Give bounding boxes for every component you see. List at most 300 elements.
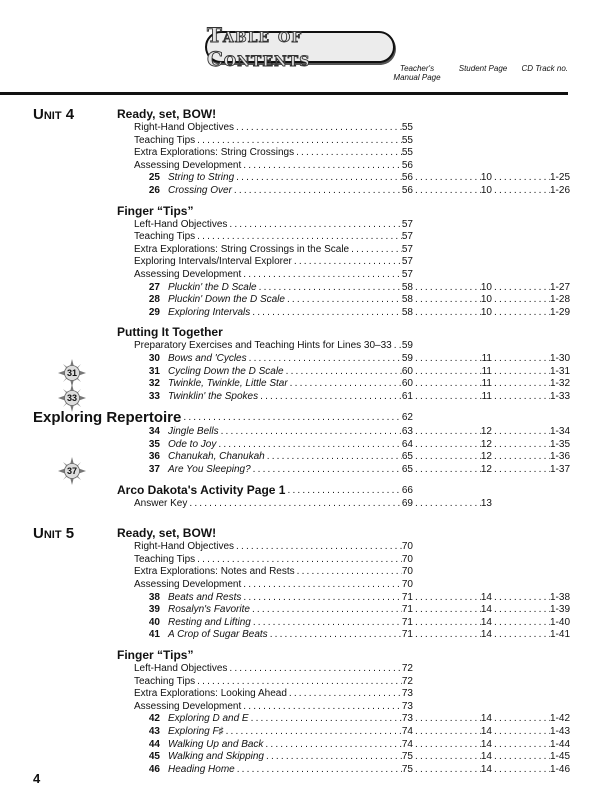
dot-leader [492, 378, 550, 391]
dot-leader [413, 282, 481, 295]
entry-main [134, 244, 413, 257]
cd-track: 1-28 [549, 294, 570, 306]
entry-main [168, 592, 413, 605]
teacher-page: 57 [401, 218, 413, 230]
toc-entry[interactable] [0, 676, 600, 689]
cd-track: 1-42 [549, 713, 570, 725]
section-title[interactable]: Arco Dakota's Activity Page 1 [117, 482, 286, 497]
dot-leader [195, 135, 402, 148]
dot-leader [224, 726, 402, 739]
song-entry[interactable] [0, 764, 600, 777]
teacher-page: 60 [401, 378, 413, 390]
dot-leader [265, 451, 402, 464]
toc-entry[interactable] [0, 541, 600, 554]
line-number: 32 [148, 378, 160, 390]
student-page-cell [413, 739, 492, 752]
entry-main [168, 172, 413, 185]
cd-track-cell [492, 366, 570, 379]
entry-main [168, 282, 413, 295]
toc-entry[interactable] [0, 688, 600, 701]
dot-leader [492, 366, 550, 379]
teacher-page: 70 [401, 579, 413, 591]
student-page-cell [413, 307, 492, 320]
entry-title[interactable]: Are You Sleeping? [168, 464, 251, 476]
section-title[interactable]: Exploring Repertoire [33, 409, 182, 427]
student-page-cell [413, 751, 492, 764]
entry-main [134, 566, 413, 579]
dot-leader [413, 378, 482, 391]
line-number: 35 [148, 438, 160, 450]
toc-entry[interactable] [0, 219, 600, 232]
line-number: 44 [148, 738, 160, 750]
cd-track: 1-33 [549, 390, 570, 402]
entry-title[interactable]: Beats and Rests [168, 591, 242, 603]
cd-track: 1-40 [549, 616, 570, 628]
student-page-cell [413, 391, 492, 404]
cd-track-cell [492, 307, 570, 320]
entry-main [134, 688, 413, 701]
dot-leader [241, 160, 402, 173]
teacher-page: 57 [401, 243, 413, 255]
entry-title[interactable]: Exploring Intervals [168, 306, 251, 318]
student-page-cell [413, 604, 492, 617]
dot-leader [492, 617, 550, 630]
dot-leader [413, 739, 481, 752]
dot-leader [234, 122, 402, 135]
line-number: 43 [148, 725, 160, 737]
star-badge-icon [58, 384, 86, 412]
toc-entry[interactable] [0, 663, 600, 676]
entry-main [168, 426, 413, 439]
teacher-page: 55 [401, 122, 413, 133]
teacher-page: 73 [401, 713, 413, 725]
entry-main [168, 713, 413, 726]
cd-track-cell [492, 713, 570, 726]
line-number: 38 [148, 591, 160, 603]
dot-leader [492, 751, 550, 764]
entry-title[interactable]: A Crop of Sugar Beats [168, 629, 268, 641]
entry-main [134, 579, 413, 592]
line-number: 27 [148, 281, 160, 293]
song-entry[interactable] [0, 451, 600, 464]
dot-leader [241, 592, 402, 605]
dot-leader [492, 451, 550, 464]
entry-title[interactable]: Walking and Skipping [168, 751, 264, 763]
line-number: 30 [148, 352, 160, 364]
student-page: 14 [480, 751, 492, 763]
entry-main [168, 391, 413, 404]
teacher-page: 65 [401, 464, 413, 476]
toc-entry[interactable] [0, 122, 600, 135]
teacher-page: 58 [401, 294, 413, 306]
cd-track-cell [492, 185, 570, 198]
teacher-page: 64 [401, 438, 413, 450]
toc-entry[interactable] [0, 160, 600, 173]
dot-leader [413, 294, 481, 307]
entry-title[interactable]: Assessing Development [134, 700, 242, 712]
entry-main [134, 663, 413, 676]
cd-track-cell [492, 294, 570, 307]
entry-title[interactable]: Exploring F♯ [168, 725, 224, 737]
toc-entry[interactable] [0, 135, 600, 148]
dot-leader [234, 541, 402, 554]
cd-track: 1-36 [549, 451, 570, 463]
dot-leader [492, 629, 550, 642]
teacher-page: 72 [401, 675, 413, 687]
dot-leader [349, 244, 402, 257]
teacher-page: 65 [401, 451, 413, 463]
cd-track: 1-35 [549, 438, 570, 450]
entry-title[interactable]: Twinklin' the Spokes [168, 390, 259, 402]
teacher-page: 70 [401, 553, 413, 565]
entry-main [168, 464, 413, 477]
line-number: 31 [148, 365, 160, 377]
student-page: 10 [480, 172, 492, 184]
student-page: 14 [480, 616, 492, 628]
teacher-page: 74 [401, 738, 413, 750]
dot-leader [492, 604, 550, 617]
teacher-page: 63 [401, 426, 413, 438]
entry-title[interactable]: Pluckin' the D Scale [168, 281, 257, 293]
dot-leader [492, 172, 550, 185]
student-page-cell [413, 592, 492, 605]
dot-leader [234, 172, 402, 185]
song-entry[interactable] [0, 185, 600, 198]
teacher-page: 57 [401, 256, 413, 268]
entry-title[interactable]: Walking Up and Back [168, 738, 264, 750]
toc-entry[interactable] [0, 231, 600, 244]
entry-main [168, 353, 413, 366]
song-entry[interactable] [0, 464, 600, 477]
line-number: 34 [148, 426, 160, 438]
student-page-cell [413, 378, 492, 391]
student-page-cell [413, 617, 492, 630]
dot-leader [492, 739, 550, 752]
line-number: 26 [148, 184, 160, 196]
cd-track-cell [492, 751, 570, 764]
toc-entry[interactable] [0, 244, 600, 257]
entry-title[interactable]: Teaching Tips [134, 553, 196, 565]
entry-title[interactable]: Extra Explorations: String Crossings [134, 147, 295, 159]
student-page-cell [413, 726, 492, 739]
entry-title[interactable]: Rosalyn's Favorite [168, 604, 250, 616]
section-heading[interactable] [0, 526, 600, 541]
entry-main [168, 629, 413, 642]
dot-leader [263, 739, 401, 752]
cd-track-cell [492, 378, 570, 391]
section-heading[interactable] [0, 325, 600, 340]
song-entry[interactable] [0, 604, 600, 617]
dot-leader [492, 726, 550, 739]
toc-entry[interactable] [0, 147, 600, 160]
entry-title[interactable]: Jingle Bells [168, 426, 219, 438]
song-entry[interactable] [0, 172, 600, 185]
dot-leader [492, 464, 550, 477]
entry-title[interactable]: Extra Explorations: Looking Ahead [134, 688, 287, 700]
dot-leader [492, 353, 550, 366]
entry-title[interactable]: Assessing Development [134, 159, 242, 171]
dot-leader [413, 498, 481, 511]
cd-track-cell [492, 439, 570, 452]
cd-track: 1-30 [549, 352, 570, 364]
dot-leader [413, 172, 481, 185]
cd-track: 1-29 [549, 306, 570, 318]
entry-main [134, 498, 413, 511]
entry-title[interactable]: Exploring Intervals/Interval Explorer [134, 256, 292, 268]
entry-title[interactable]: Pluckin' Down the D Scale [168, 294, 285, 306]
entry-title[interactable]: Answer Key [134, 497, 188, 509]
student-page: 13 [480, 497, 492, 509]
student-page: 11 [481, 390, 492, 402]
dot-leader [413, 307, 481, 320]
entry-title[interactable]: Extra Explorations: Notes and Rests [134, 566, 295, 578]
column-header-teacher-page: Teacher's Manual Page [393, 64, 441, 82]
entry-title[interactable]: Twinkle, Twinkle, Little Star [168, 378, 288, 390]
toc-entry[interactable] [0, 340, 600, 353]
section-entry[interactable] [117, 483, 413, 498]
dot-leader [288, 378, 402, 391]
cd-track-cell [492, 592, 570, 605]
student-page-cell [413, 498, 492, 511]
entry-title[interactable]: Resting and Lifting [168, 616, 251, 628]
student-page-cell [413, 185, 492, 198]
teacher-page: 55 [401, 147, 413, 159]
entry-title[interactable]: Preparatory Exercises and Teaching Hints for Lines 30–33 [134, 340, 392, 352]
cd-track-cell [492, 739, 570, 752]
teacher-page: 69 [401, 497, 413, 509]
entry-main [134, 340, 413, 353]
dot-leader [250, 307, 402, 320]
song-entry[interactable] [0, 378, 600, 391]
section-heading[interactable] [0, 483, 600, 498]
dot-leader [413, 353, 482, 366]
entry-main [168, 294, 413, 307]
cd-track: 1-27 [549, 281, 570, 293]
dot-leader [251, 464, 402, 477]
entry-title[interactable]: Assessing Development [134, 579, 242, 591]
entry-title[interactable]: Bows and 'Cycles [168, 352, 247, 364]
dot-leader [492, 592, 550, 605]
toc-entry[interactable] [0, 579, 600, 592]
dot-leader [195, 554, 402, 567]
student-page-cell [413, 172, 492, 185]
entry-main [134, 135, 413, 148]
teacher-page: 56 [401, 159, 413, 171]
entry-main [168, 739, 413, 752]
dot-leader [268, 629, 402, 642]
entry-title[interactable]: Ode to Joy [168, 438, 217, 450]
dot-leader [413, 617, 481, 630]
cd-track: 1-46 [549, 763, 570, 775]
dot-leader [492, 307, 550, 320]
page-title-banner [205, 23, 395, 71]
teacher-page: 62 [401, 412, 413, 424]
section-title[interactable]: Ready, set, BOW! [117, 526, 217, 541]
entry-title[interactable]: Heading Home [168, 763, 235, 775]
entry-title[interactable]: Crossing Over [168, 184, 232, 196]
teacher-page: 57 [401, 268, 413, 280]
entry-title[interactable]: Exploring D and E [168, 713, 249, 725]
teacher-page: 66 [401, 484, 413, 496]
section-heading[interactable] [0, 107, 600, 122]
song-entry[interactable] [0, 426, 600, 439]
entry-title[interactable]: Extra Explorations: String Crossings in the Scale [134, 243, 350, 255]
cd-track-cell [492, 353, 570, 366]
section-heading[interactable] [0, 204, 600, 219]
dot-leader [292, 256, 402, 269]
star-badge-number: 33 [66, 392, 77, 403]
toc-entry[interactable] [0, 498, 600, 511]
line-number: 41 [148, 629, 160, 641]
dot-leader [413, 464, 481, 477]
entry-main [168, 751, 413, 764]
student-page-cell [413, 451, 492, 464]
section-heading[interactable] [0, 648, 600, 663]
dot-leader [247, 353, 402, 366]
teacher-page: 55 [401, 134, 413, 146]
entry-main [168, 617, 413, 630]
dot-leader [294, 147, 402, 160]
entry-title[interactable]: Cycling Down the D Scale [168, 365, 284, 377]
entry-main [134, 676, 413, 689]
entry-title[interactable]: Right-Hand Objectives [134, 122, 235, 133]
song-entry[interactable] [0, 592, 600, 605]
student-page: 14 [480, 738, 492, 750]
song-entry[interactable] [0, 307, 600, 320]
dot-leader [492, 294, 550, 307]
toc-entry[interactable] [0, 566, 600, 579]
song-entry[interactable] [0, 439, 600, 452]
unit-label: Unit 5 [33, 525, 75, 543]
dot-leader [257, 282, 402, 295]
section-heading[interactable] [0, 409, 600, 426]
dot-leader [413, 391, 482, 404]
dot-leader [413, 439, 481, 452]
student-page: 11 [481, 365, 492, 377]
student-page-cell [413, 353, 492, 366]
entry-title[interactable]: Left-Hand Objectives [134, 218, 228, 230]
entry-main [134, 541, 413, 554]
song-entry[interactable] [0, 617, 600, 630]
song-entry[interactable] [0, 726, 600, 739]
dot-leader [413, 366, 482, 379]
column-header-student-page: Student Page [458, 64, 508, 73]
entry-main [168, 764, 413, 777]
section-title[interactable]: Finger “Tips” [117, 648, 194, 662]
song-entry[interactable] [0, 282, 600, 295]
student-page: 14 [480, 591, 492, 603]
dot-leader [251, 617, 402, 630]
cd-track: 1-41 [549, 629, 570, 641]
student-page-cell [413, 439, 492, 452]
dot-leader [227, 663, 401, 676]
toc-entry[interactable] [0, 701, 600, 714]
song-entry[interactable] [0, 391, 600, 404]
toc-entry[interactable] [0, 269, 600, 282]
song-entry[interactable] [0, 629, 600, 642]
student-page-cell [413, 294, 492, 307]
dot-leader [413, 629, 481, 642]
song-entry[interactable] [0, 739, 600, 752]
dot-leader [413, 604, 481, 617]
line-number: 37 [148, 464, 160, 476]
entry-title[interactable]: Chanukah, Chanukah [168, 451, 265, 463]
unit-section [0, 107, 600, 510]
section-entry[interactable] [33, 409, 413, 426]
line-number: 36 [148, 451, 160, 463]
dot-leader [413, 764, 481, 777]
song-entry[interactable] [0, 751, 600, 764]
entry-title[interactable]: Assessing Development [134, 268, 242, 280]
entry-main [134, 160, 413, 173]
cd-track: 1-38 [549, 591, 570, 603]
entry-title[interactable]: Teaching Tips [134, 134, 196, 146]
line-number: 46 [148, 763, 160, 775]
cd-track-cell [492, 172, 570, 185]
entry-title[interactable]: Teaching Tips [134, 675, 196, 687]
line-number: 29 [148, 306, 160, 318]
cd-track: 1-25 [549, 172, 570, 184]
student-page: 12 [480, 464, 492, 476]
cd-track-cell [492, 726, 570, 739]
student-page-cell [413, 764, 492, 777]
line-number: 42 [148, 713, 160, 725]
teacher-page: 71 [401, 591, 413, 603]
cd-track: 1-43 [549, 725, 570, 737]
cd-track: 1-34 [549, 426, 570, 438]
dot-leader [187, 498, 402, 511]
teacher-page: 72 [401, 663, 413, 674]
toc-entry[interactable] [0, 554, 600, 567]
section-title[interactable]: Putting It Together [117, 325, 223, 340]
cd-track-cell [492, 464, 570, 477]
dot-leader [250, 604, 402, 617]
section-title[interactable]: Ready, set, BOW! [117, 107, 217, 121]
entry-title[interactable]: Teaching Tips [134, 231, 196, 243]
song-entry[interactable] [0, 353, 600, 366]
cd-track-cell [492, 282, 570, 295]
cd-track: 1-26 [549, 184, 570, 196]
toc-entry[interactable] [0, 256, 600, 269]
cd-track-cell [492, 764, 570, 777]
student-page: 12 [480, 426, 492, 438]
line-number: 45 [148, 751, 160, 763]
dot-leader [492, 185, 550, 198]
student-page: 11 [481, 352, 492, 364]
entry-title[interactable]: Left-Hand Objectives [134, 663, 228, 674]
entry-title[interactable]: Right-Hand Objectives [134, 541, 235, 553]
song-entry[interactable] [0, 713, 600, 726]
unit-section [0, 526, 600, 776]
dot-leader [181, 409, 402, 426]
dot-leader [195, 231, 402, 244]
student-page: 14 [480, 713, 492, 725]
song-entry[interactable] [0, 294, 600, 307]
teacher-page: 71 [401, 604, 413, 616]
cd-track: 1-37 [549, 464, 570, 476]
section-title[interactable]: Finger “Tips” [117, 203, 194, 218]
dot-leader [287, 688, 402, 701]
line-number: 33 [148, 390, 160, 402]
dot-leader [392, 340, 402, 353]
entry-main [134, 122, 413, 135]
teacher-page: 60 [401, 365, 413, 377]
dot-leader [413, 185, 481, 198]
song-entry[interactable] [0, 366, 600, 379]
dot-leader [235, 764, 402, 777]
entry-title[interactable]: String to String [168, 172, 235, 184]
dot-leader [413, 426, 481, 439]
